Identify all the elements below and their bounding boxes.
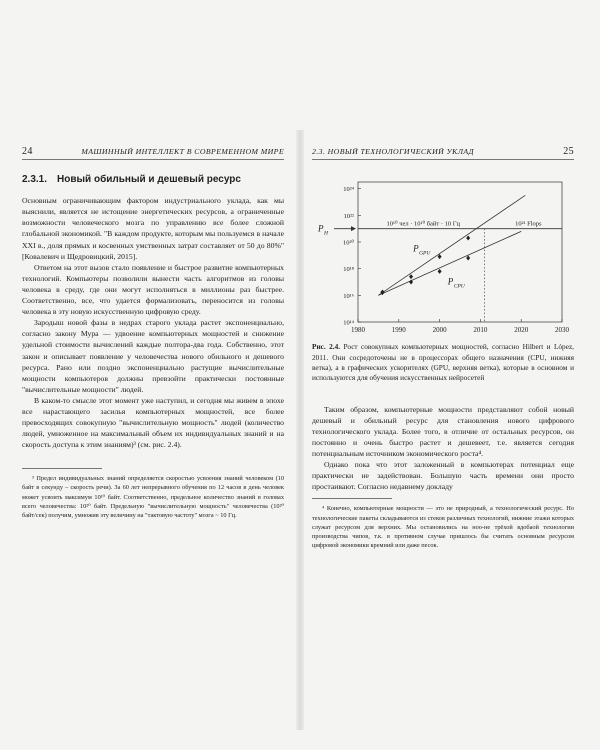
section-heading [22, 174, 284, 185]
x-tick-label: 2020 [514, 326, 529, 335]
figure-2-4 [312, 174, 574, 338]
ph-axis-label: P [318, 223, 324, 234]
cpu-series-label: P [447, 276, 454, 287]
p-gpu-point [466, 236, 470, 241]
right-paragraph-1: Таким образом, компьютерные мощности представляют собой новый дешевый и обильный ресурс для становления нового цифрового технологического уклада. Более того, в отличие от остальных ресурсов, он постоянно и очень быстро растет и дешевеет, т.е. является сегодня потенциальным источником экономического роста⁴. [312, 404, 574, 459]
footnote-divider-right [312, 498, 392, 499]
right-running-title: 2.3. НОВЫЙ ТЕХНОЛОГИЧЕСКИЙ УКЛАД [312, 147, 475, 156]
p-cpu-point [438, 269, 442, 274]
section-title: Новый обильный и дешевый ресурс [57, 174, 241, 186]
y-tick-label: 10²⁴ [343, 186, 354, 194]
right-footnote: ⁴ Конечно, компьютерные мощности — это не природный, а технологический ресурс. Но технологические пакеты складываются из стеков различных технологий, нижние этажи которых служат ресурсом для верхних. Мы остановились на ноо-не трёхой вдобаой технологии производства чипов, т.к. в противном случае пришлось бы считать основным ресурсом цифровой экономики кремний или даже песок. [312, 505, 574, 549]
right-paragraph-2: Однако пока что этот заложенный в компьютерах потенциал еще практически не задействован. Большую часть времени они просто простаивают. Согласно недавнему докладу [312, 460, 574, 492]
gpu-series-subscript: GPU [419, 250, 431, 257]
y-tick-label: 10¹⁴ [343, 319, 354, 327]
footnote-divider [22, 468, 102, 469]
p-gpu-point [409, 274, 413, 279]
left-paragraph-4: В каком-то смысле этот момент уже наступил, и сегодня мы живем в эпохе все нарастающего засилья компьютерных мощностей, все более превосходящих совокупную "вычислительную мощность" людей (количество людей, умноженное на максимальный объем их индивидуальных знаний и на скорость доступа к этим знаниям)³ (см. рис. 2.4). [22, 395, 284, 450]
x-tick-label: 1980 [351, 326, 365, 335]
left-running-head [22, 146, 284, 160]
x-tick-label: 2000 [432, 326, 447, 335]
human-level-label-right: 10²¹ Flops [515, 220, 542, 228]
left-paragraph-2: Ответом на этот вызов стало появление и быстрое развитие компьютерных технологий. Компьютеры позволили вынести часть алгоритмов из головы человека в среду, где они могут исполняться в миллионы раз быстрее. Соответственно, все, что удается формализовать, переносится из головы человека в эту новую искусственную цифровую среду. [22, 262, 284, 317]
ph-arrow-head [351, 226, 356, 231]
right-running-head [312, 146, 574, 160]
p-cpu-point [466, 256, 470, 261]
x-tick-label: 2030 [555, 326, 569, 335]
y-tick-label: 10¹⁶ [343, 292, 354, 300]
caption-label: Рис. 2.4. [312, 342, 341, 352]
y-tick-label: 10¹⁸ [343, 266, 354, 274]
section-number: 2.3.1. [22, 174, 48, 186]
x-tick-label: 1990 [391, 326, 406, 335]
right-page-number: 25 [563, 146, 574, 157]
book-gutter [296, 130, 304, 730]
left-paragraph-1: Основным ограничивающим фактором индустриального уклада, как мы выяснили, является не истощение энергетических ресурсов, а ограниченные возможности человеческого мозга по управлению все более сложной глобальной экономикой. "В каждом продукте, которым мы пользуемся в начале XXI в., доля прямых и косвенных умственных затрат составляет от 50 до 80%" [Ковалевич и Щедровицкий, 2015]. [22, 196, 284, 261]
plot-frame [358, 182, 562, 322]
y-tick-label: 10²⁰ [342, 239, 354, 247]
figure-caption [312, 342, 574, 384]
left-footnote: ³ Предел индивидуальных знаний определяется скоростью усвоения знаний человеком (10 байт в секунду – скорость речи). За 60 лет непрерывного обучения по 12 часов в день человек может усвоить максимум 10¹⁰ байт. Соответственно, предельное количество знаний в головах всего человечества: 10²⁰ байт. Предельную "вычислительную мощность" человечества (10²⁰ байт/сек) получим, умножив эту величину на "тактовую частоту" мозга ~ 10 Гц. [22, 475, 284, 519]
x-tick-label: 2010 [473, 326, 488, 335]
human-level-label-left: 10¹⁰ чел · 10¹⁰ байт · 10 Гц [386, 220, 461, 228]
left-paragraph-3: Зародыш новой фазы в недрах старого уклада растет экспоненциально, согласно закону Мура — удвоение компьютерных мощностей и снижение удельной стоимости вычислений каждые полтора-два года. Собственно, этот закон и описывает появление у человечества нового обильного и дешевого ресурса. Рано или поздно экспоненциально растущие вычислительные мощности компьютеров должны превзойти практически постоянные "вычислительные мощности" людей. [22, 318, 284, 394]
growth-chart [312, 174, 574, 338]
cpu-series-subscript: CPU [453, 283, 465, 290]
left-running-title: МАШИННЫЙ ИНТЕЛЛЕКТ В СОВРЕМЕННОМ МИРЕ [81, 147, 284, 156]
y-tick-label: 10²² [343, 212, 354, 220]
ph-axis-subscript: H [324, 230, 328, 237]
left-page-number: 24 [22, 146, 33, 157]
gpu-series-label: P [413, 243, 419, 254]
caption-text: Рост совокупных компьютерных мощностей, согласно Hilbert и López, 2011. Они сосредоточены не в процессорах общего назначения (CPU, нижняя ветка), а в графических ускорителях (GPU, верхняя ветка), которые в основном и используются для обучения искусственных нейросетей [312, 342, 575, 383]
left-page [22, 146, 284, 714]
right-page [312, 146, 574, 714]
